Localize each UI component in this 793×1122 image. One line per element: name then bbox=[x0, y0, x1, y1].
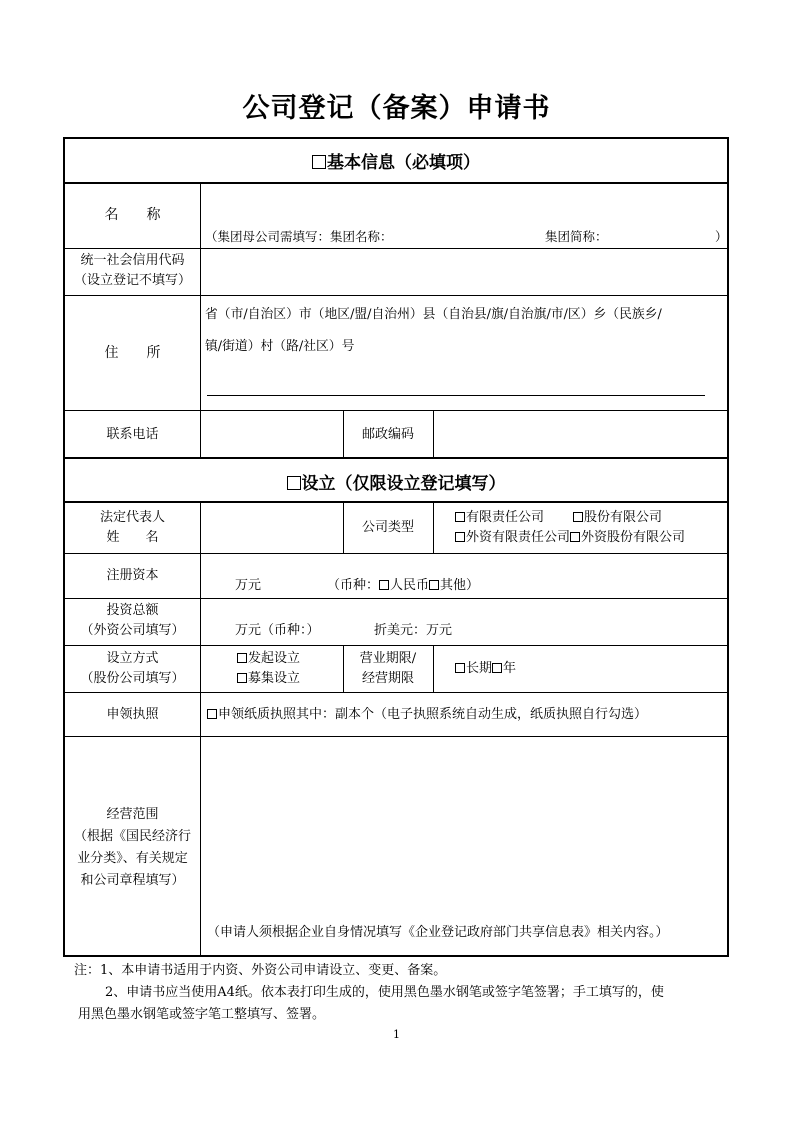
option-label: 外资有限责任公司 bbox=[466, 530, 571, 545]
column-divider bbox=[200, 501, 201, 955]
option-label: 外资股份有限公司 bbox=[581, 530, 686, 545]
section-establish-title: 设立（仅限设立登记填写） bbox=[301, 474, 506, 494]
investment-unit: 万元（币种：） bbox=[235, 623, 320, 638]
option-label: 募集设立 bbox=[248, 671, 301, 686]
term-options[interactable] bbox=[455, 659, 516, 679]
divider bbox=[65, 248, 727, 249]
scope-label: 经营范围 bbox=[106, 807, 159, 822]
legal-rep-label: 法定代表人 bbox=[99, 510, 165, 525]
divider bbox=[65, 645, 727, 646]
capital-currency bbox=[327, 576, 479, 596]
checkbox-icon[interactable] bbox=[429, 580, 439, 590]
option-label: 有限责任公司 bbox=[466, 510, 545, 525]
divider bbox=[65, 295, 727, 296]
investment-sublabel: （外资公司填写） bbox=[80, 623, 185, 638]
company-type-option-llc[interactable] bbox=[455, 508, 544, 528]
column-divider bbox=[343, 410, 344, 457]
checkbox-icon[interactable] bbox=[492, 663, 502, 673]
hint-close-paren: ） bbox=[715, 229, 728, 244]
divider bbox=[65, 692, 727, 693]
option-label: 年 bbox=[503, 661, 517, 676]
investment-label: 投资总额 bbox=[106, 603, 159, 618]
address-template-line2: 镇/街道）村（路/社区）号 bbox=[205, 339, 355, 354]
checkbox-icon[interactable] bbox=[312, 155, 326, 169]
section-basic-info-title: 基本信息（必填项） bbox=[327, 153, 480, 173]
checkbox-icon[interactable] bbox=[237, 673, 247, 683]
postcode-label: 邮政编码 bbox=[361, 427, 414, 442]
section-establish-header bbox=[65, 469, 727, 494]
establish-label: 设立方式 bbox=[106, 651, 159, 666]
note-line-2: 2、申请书应当使用A4纸。依本表打印生成的，使用黑色墨水钢笔或签字笔签署；手工填写的，使 bbox=[105, 985, 664, 1000]
checkbox-icon[interactable] bbox=[573, 512, 583, 522]
page-title: 公司登记（备案）申请书 bbox=[242, 93, 551, 124]
column-divider bbox=[343, 501, 344, 553]
term-label: 营业期限/ bbox=[359, 651, 417, 666]
currency-other: 其他） bbox=[440, 578, 480, 593]
investment-usd: 折美元：万元 bbox=[374, 623, 453, 638]
license-text: 申领纸质执照其中：副本个（电子执照系统自动生成，纸质执照自行勾选） bbox=[218, 707, 648, 722]
credit-code-label: 统一社会信用代码 bbox=[80, 253, 185, 268]
license-option[interactable] bbox=[207, 705, 647, 725]
company-type-option-joint-stock[interactable] bbox=[573, 508, 662, 528]
note-line-3: 用黑色墨水钢笔或签字笔工整填写、签署。 bbox=[78, 1007, 326, 1022]
checkbox-icon[interactable] bbox=[379, 580, 389, 590]
divider bbox=[65, 457, 727, 459]
note-line-1: 注：1、本申请书适用于内资、外资公司申请设立、变更、备案。 bbox=[74, 963, 447, 978]
checkbox-icon[interactable] bbox=[455, 663, 465, 673]
group-name-hint: （集团母公司需填写：集团名称： bbox=[205, 229, 393, 244]
credit-code-sublabel: （设立登记不填写） bbox=[73, 273, 191, 288]
divider bbox=[65, 598, 727, 599]
currency-rmb: 人民币 bbox=[390, 578, 430, 593]
scope-sublabel-1: （根据《国民经济行 bbox=[73, 829, 191, 844]
section-basic-info-header bbox=[65, 148, 727, 173]
column-divider bbox=[433, 501, 434, 553]
establish-option-promotion[interactable] bbox=[237, 649, 300, 669]
address-label: 住 所 bbox=[104, 345, 161, 361]
column-divider bbox=[433, 645, 434, 692]
checkbox-icon[interactable] bbox=[570, 532, 580, 542]
page-number: 1 bbox=[393, 1028, 400, 1041]
currency-prefix: （币种： bbox=[327, 578, 380, 593]
divider bbox=[65, 410, 727, 411]
capital-label: 注册资本 bbox=[106, 568, 159, 583]
name-label: 名 称 bbox=[104, 207, 161, 223]
group-abbr-hint: 集团简称： bbox=[545, 229, 608, 244]
option-label: 股份有限公司 bbox=[584, 510, 663, 525]
checkbox-icon[interactable] bbox=[455, 532, 465, 542]
column-divider bbox=[343, 645, 344, 692]
divider bbox=[65, 736, 727, 737]
option-label: 长期 bbox=[466, 661, 493, 676]
application-form bbox=[63, 137, 729, 957]
divider bbox=[65, 182, 727, 184]
address-fill-line bbox=[207, 395, 705, 396]
phone-label: 联系电话 bbox=[106, 427, 159, 442]
divider bbox=[65, 501, 727, 503]
option-label: 发起设立 bbox=[248, 651, 301, 666]
establish-sublabel: （股份公司填写） bbox=[80, 671, 185, 686]
column-divider bbox=[433, 410, 434, 457]
checkbox-icon[interactable] bbox=[455, 512, 465, 522]
checkbox-icon[interactable] bbox=[207, 709, 217, 719]
capital-unit: 万元 bbox=[235, 578, 262, 593]
company-type-label: 公司类型 bbox=[361, 520, 414, 535]
divider bbox=[65, 553, 727, 554]
scope-sublabel-3: 和公司章程填写） bbox=[80, 873, 185, 888]
checkbox-icon[interactable] bbox=[237, 653, 247, 663]
scope-hint: （申请人须根据企业自身情况填写《企业登记政府部门共享信息表》相关内容。） bbox=[207, 925, 669, 940]
checkbox-icon[interactable] bbox=[287, 476, 301, 490]
term-sublabel: 经营期限 bbox=[361, 671, 414, 686]
legal-rep-sublabel: 姓 名 bbox=[106, 530, 159, 545]
establish-option-offering[interactable] bbox=[237, 669, 300, 689]
license-label: 申领执照 bbox=[106, 707, 159, 722]
company-type-option-foreign-llc[interactable] bbox=[455, 528, 685, 548]
address-template-line1: 省（市/自治区）市（地区/盟/自治州）县（自治县/旗/自治旗/市/区）乡（民族乡/ bbox=[205, 307, 662, 322]
column-divider bbox=[200, 182, 201, 457]
scope-sublabel-2: 业分类》、有关规定 bbox=[77, 851, 188, 866]
